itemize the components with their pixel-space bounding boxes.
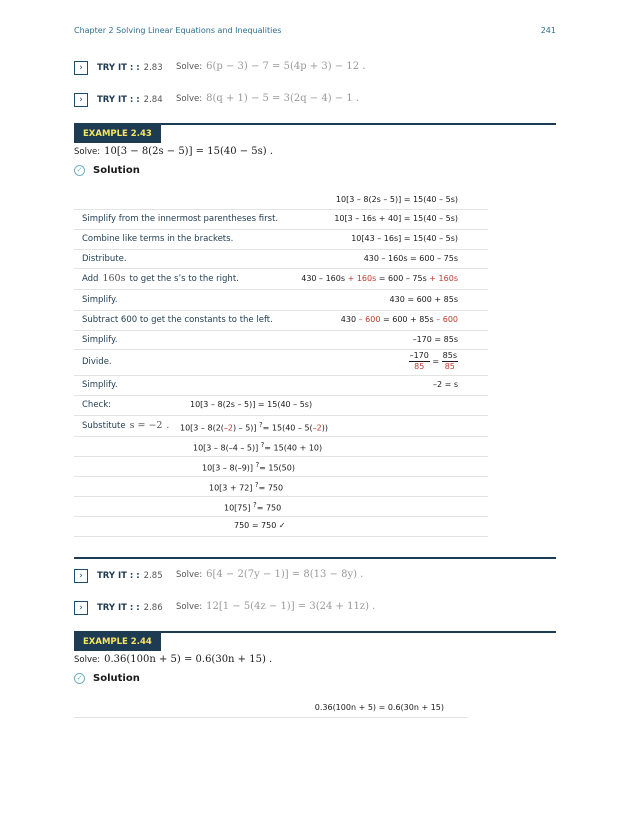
example-problem: Solve: 10[3 − 8(2s − 5)] = 15(40 − 5s) . — [74, 146, 274, 157]
check-equation: 10[3 – 8(2(–2) – 5)] ?= 15(40 – 5(–2)) — [180, 421, 329, 433]
equation: 10[3 – 16s + 40] = 15(40 – 5s) — [334, 214, 458, 223]
example-label: EXAMPLE 2.43 — [74, 125, 161, 143]
step-text: Simplify. — [82, 295, 118, 305]
table-row — [74, 415, 488, 437]
check-equation: 10[3 – 8(2s – 5)] = 15(40 – 5s) — [190, 400, 313, 409]
table-row — [74, 229, 488, 250]
step-text: Substitute s = −2 . — [82, 420, 170, 431]
table-row — [74, 456, 488, 477]
solution-label: Solution — [93, 165, 140, 176]
try-it-2-84 — [74, 92, 163, 108]
try-it-problem: Solve: 12[1 − 5(4z − 1)] = 3(24 + 11z) . — [176, 601, 376, 612]
example-label: EXAMPLE 2.44 — [74, 633, 161, 651]
step-text: Distribute. — [82, 254, 127, 264]
step-text: Simplify. — [82, 380, 118, 390]
example-bar — [74, 631, 556, 651]
try-it-number: 2.83 — [143, 63, 163, 73]
table-row — [74, 349, 488, 376]
equation: $\frac{-170}{85}$ = $\frac{85s}{85}$ — [409, 351, 457, 371]
try-it-problem: Solve: 8(q + 1) − 5 = 3(2q − 4) − 1 . — [176, 93, 360, 104]
table-row — [74, 330, 488, 350]
check-equation: 10[3 + 72] ?= 750 — [209, 481, 284, 493]
check-equation: 10[3 – 8(–9)] ?= 15(50) — [202, 461, 295, 473]
table-row — [74, 310, 488, 331]
equation: 430 – 600 = 600 + 85s – 600 — [340, 315, 458, 324]
table-row — [74, 375, 488, 396]
table-row — [74, 516, 488, 537]
try-it-label: TRY IT : : — [97, 95, 140, 105]
table-row — [74, 289, 488, 311]
page-number: 241 — [540, 26, 556, 35]
section-divider — [74, 557, 556, 559]
check-circle-icon: ✓ — [74, 673, 85, 684]
try-it-label: TRY IT : : — [97, 63, 140, 73]
table-row — [74, 476, 488, 497]
table-row — [74, 699, 467, 718]
check-circle-icon: ✓ — [74, 165, 85, 176]
try-it-label: TRY IT : : — [97, 571, 140, 581]
try-it-number: 2.84 — [143, 95, 163, 105]
table-row — [74, 436, 488, 457]
try-it-number: 2.85 — [143, 571, 163, 581]
table-row — [74, 209, 488, 230]
example-problem: Solve: 0.36(100n + 5) = 0.6(30n + 15) . — [74, 654, 273, 665]
solution-label: Solution — [93, 673, 140, 684]
chapter-header: Chapter 2 Solving Linear Equations and Inequalities — [74, 26, 282, 35]
equation: 430 – 160s = 600 – 75s — [363, 254, 458, 263]
equation: 430 = 600 + 85s — [389, 295, 458, 304]
equation: 10[3 – 8(2s – 5)] = 15(40 – 5s) — [335, 195, 458, 204]
chevron-right-icon[interactable]: › — [74, 93, 88, 107]
try-it-label: TRY IT : : — [97, 603, 140, 613]
table-row — [74, 268, 488, 290]
equation: 0.36(100n + 5) = 0.6(30n + 15) — [314, 703, 444, 712]
try-it-2-83 — [74, 60, 163, 76]
table-row — [74, 249, 488, 269]
table-row — [74, 496, 488, 517]
check-equation: 10[75] ?= 750 — [224, 501, 282, 513]
equation: –2 = s — [432, 380, 458, 389]
step-text: Combine like terms in the brackets. — [82, 234, 234, 244]
equation: 10[43 – 16s] = 15(40 – 5s) — [351, 234, 458, 243]
try-it-number: 2.86 — [143, 603, 163, 613]
chevron-right-icon[interactable]: › — [74, 61, 88, 75]
try-it-problem: Solve: 6(p − 3) − 7 = 5(4p + 3) − 12 . — [176, 61, 366, 72]
chevron-right-icon[interactable]: › — [74, 569, 88, 583]
try-it-problem: Solve: 6[4 − 2(7y − 1)] = 8(13 − 8y) . — [176, 569, 364, 580]
step-text: Subtract 600 to get the constants to the left. — [82, 315, 273, 325]
try-it-2-85 — [74, 568, 163, 584]
solution-heading — [74, 673, 140, 684]
check-equation: 750 = 750 ✓ — [234, 521, 286, 530]
step-text: Simplify from the innermost parentheses first. — [82, 214, 279, 224]
equation: 430 – 160s + 160s = 600 – 75s + 160s — [301, 274, 458, 283]
table-row — [74, 190, 488, 210]
step-text: Simplify. — [82, 335, 118, 345]
chevron-right-icon[interactable]: › — [74, 601, 88, 615]
check-label: Check: — [82, 400, 112, 410]
try-it-2-86 — [74, 600, 163, 616]
check-equation: 10[3 – 8(–4 – 5)] ?= 15(40 + 10) — [193, 441, 323, 453]
table-row — [74, 395, 488, 416]
equation: –170 = 85s — [412, 335, 458, 344]
example-bar — [74, 123, 556, 143]
step-text: Add 160s to get the s’s to the right. — [82, 273, 239, 284]
solution-heading — [74, 165, 140, 176]
step-text: Divide. — [82, 357, 112, 367]
